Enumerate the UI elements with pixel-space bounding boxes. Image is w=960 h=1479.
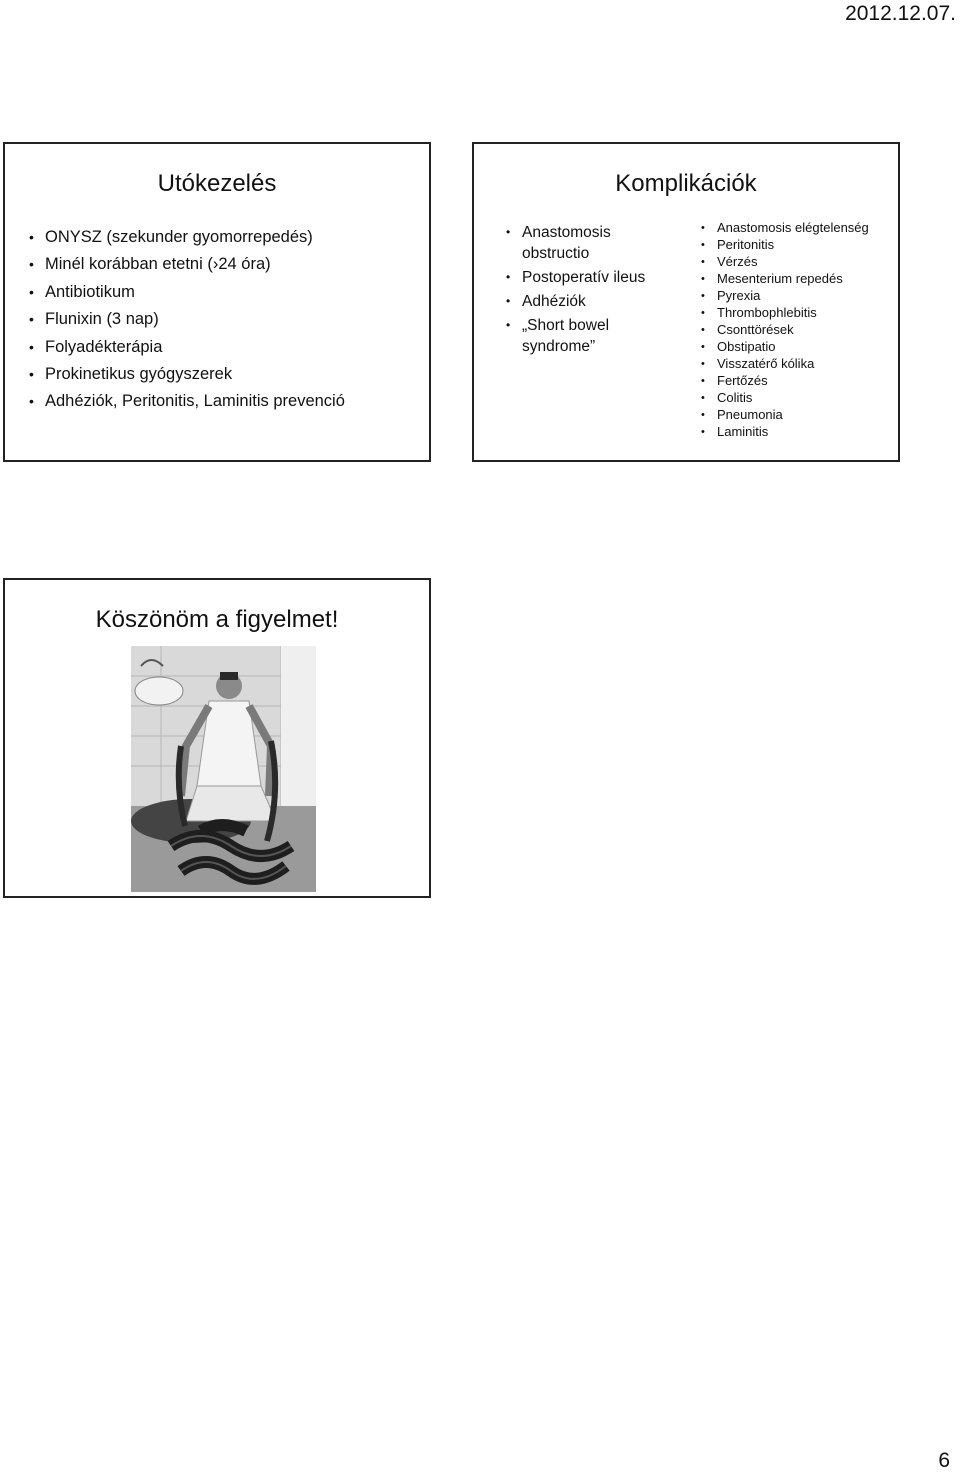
list-item: • Thrombophlebitis xyxy=(701,306,891,320)
slide-utokezeles xyxy=(3,142,431,462)
list-item: • Obstipatio xyxy=(701,340,891,354)
list-item: • Pyrexia xyxy=(701,289,891,303)
bullet-list-left xyxy=(506,222,681,360)
page-number: 6 xyxy=(938,1449,950,1472)
list-item: • ONYSZ (szekunder gyomorrepedés) xyxy=(29,224,345,251)
surgeon-photo xyxy=(131,646,316,892)
list-item: • Colitis xyxy=(701,391,891,405)
slide-komplikaciok xyxy=(472,142,900,462)
photo-illustration xyxy=(131,646,316,892)
list-item: • Visszatérő kólika xyxy=(701,357,891,371)
bullet-list xyxy=(29,224,345,416)
list-item: • Adhéziók xyxy=(506,291,681,312)
list-item: • Antibiotikum xyxy=(29,279,345,306)
bullet-list-right xyxy=(701,221,891,442)
list-item: • Folyadékterápia xyxy=(29,334,345,361)
slide-title: Komplikációk xyxy=(615,170,757,197)
list-item: • „Short bowel syndrome” xyxy=(506,315,681,357)
slide-koszonom xyxy=(3,578,431,898)
list-item: • Postoperatív ileus xyxy=(506,267,681,288)
list-item: • Prokinetikus gyógyszerek xyxy=(29,361,345,388)
list-item: • Adhéziók, Peritonitis, Laminitis prevenció xyxy=(29,388,345,415)
list-item: • Laminitis xyxy=(701,425,891,439)
list-item: • Peritonitis xyxy=(701,238,891,252)
list-item: • Minél korábban etetni (›24 óra) xyxy=(29,251,345,278)
print-date: 2012.12.07. xyxy=(845,2,956,25)
list-item: • Csonttörések xyxy=(701,323,891,337)
list-item: • Flunixin (3 nap) xyxy=(29,306,345,333)
list-item: • Fertőzés xyxy=(701,374,891,388)
list-item: • Anastomosis obstructio xyxy=(506,222,681,264)
slide-title: Köszönöm a figyelmet! xyxy=(95,606,339,633)
list-item: • Vérzés xyxy=(701,255,891,269)
list-item: • Anastomosis elégtelenség xyxy=(701,221,891,235)
list-item: • Mesenterium repedés xyxy=(701,272,891,286)
slide-title: Utókezelés xyxy=(157,170,277,197)
list-item: • Pneumonia xyxy=(701,408,891,422)
